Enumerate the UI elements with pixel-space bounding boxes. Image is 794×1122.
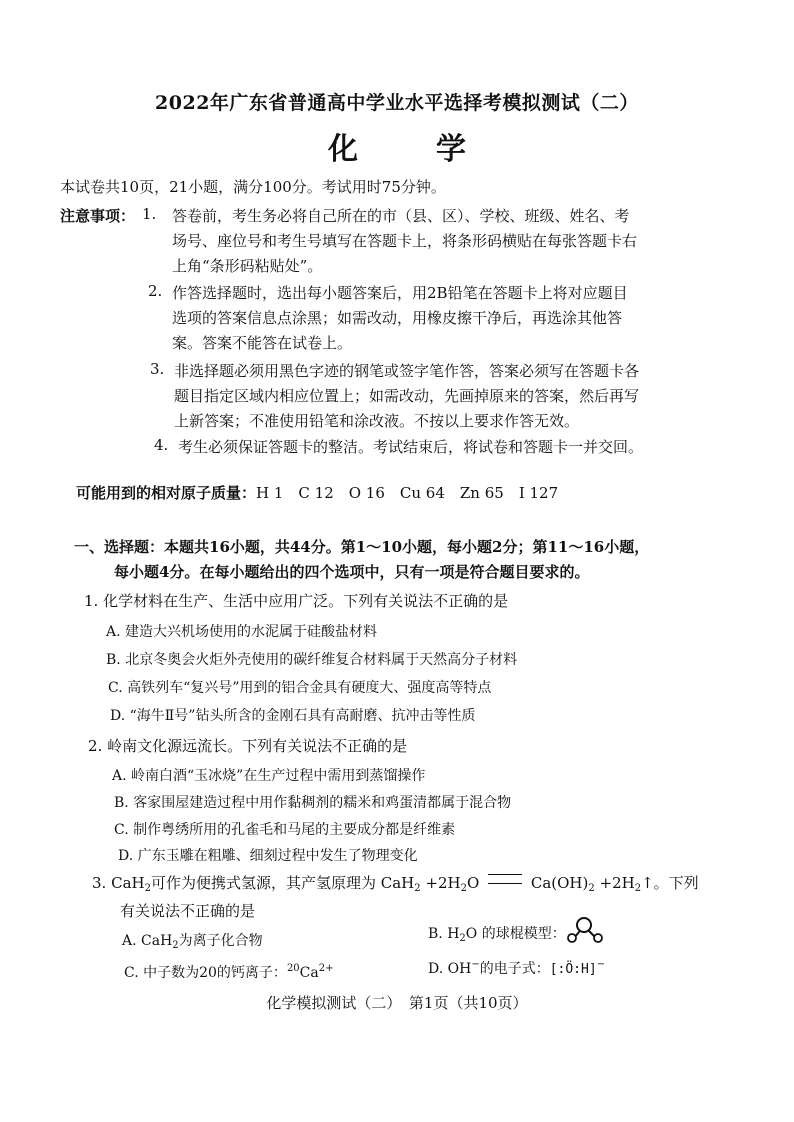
notice-item-line: 考生必须保证答题卡的整洁。考试结束后，将试卷和答题卡一并交回。 — [178, 438, 644, 456]
notice-item-line: 上新答案；不准使用铅笔和涂改液。不按以上要求作答无效。 — [174, 412, 580, 430]
section-header-line: 每小题4分。在每小题给出的四个选项中，只有一项是符合题目要求的。 — [114, 563, 590, 581]
equals-sign — [488, 874, 522, 884]
option-b: B. 客家围屋建造过程中用作黏稠剂的糯米和鸡蛋清都属于混合物 — [114, 795, 512, 811]
question-stem: 3. CaH$_2$可作为便携式氢源，其产氢原理为 $CaH_2 +2H_2O$ $Ca(OH)_2$ $+2H_2↑$。下列 — [92, 874, 699, 894]
option-c: C. 制作粤绣所用的孔雀毛和马尾的主要成分都是纤维素 — [114, 822, 456, 838]
question-stem-line: 有关说法不正确的是 — [120, 902, 256, 920]
option-a: A. CaH$_2$为离子化合物 — [122, 933, 263, 951]
option-b: B. 北京冬奥会火炬外壳使用的碳纤维复合材料属于天然高分子材料 — [106, 652, 518, 668]
option-d: D. “海牛Ⅱ号”钻头所含的金刚石具有高耐磨、抗冲击等性质 — [110, 708, 476, 724]
exam-intro: 本试卷共10页，21小题，满分100分。考试用时75分钟。 — [60, 178, 446, 196]
notice-item-line: 题目指定区域内相应位置上；如需改动，先画掉原来的答案，然后再写 — [174, 387, 640, 405]
exam-title: 2022年广东省普通高中学业水平选择考模拟测试（二） — [155, 92, 639, 114]
notice-item-line: 作答选择题时，选出每小题答案后，用2B铅笔在答题卡上将对应题目 — [172, 284, 628, 302]
notice-item-line: 答卷前，考生务必将自己所在的市（县、区）、学校、班级、姓名、考 — [172, 207, 630, 225]
option-a: A. 建造大兴机场使用的水泥属于硅酸盐材料 — [106, 624, 378, 640]
option-c: C. 高铁列车“复兴号”用到的铝合金具有硬度大、强度高等特点 — [108, 680, 492, 696]
option-d: D. 广东玉雕在粗雕、细刻过程中发生了物理变化 — [118, 848, 418, 864]
question-stem: 1. 化学材料在生产、生活中应用广泛。下列有关说法不正确的是 — [84, 592, 509, 610]
atomic-mass-values: H 1 C 12 O 16 Cu 64 Zn 65 I 127 — [256, 484, 559, 502]
notice-item-line: 选项的答案信息点涂黑；如需改动，用橡皮擦干净后，再选涂其他答 — [172, 309, 623, 327]
option-a: A. 岭南白酒“玉冰烧”在生产过程中需用到蒸馏操作 — [112, 768, 426, 784]
electron-formula: [:Ö:H] — [549, 962, 597, 977]
notice-label: 注意事项： — [60, 207, 136, 225]
subject-title: 化 学 — [328, 132, 490, 167]
option-b: B. $H_2O$ 的球棍模型： — [428, 926, 566, 944]
option-c: C. 中子数为20的钙离子：$^{20}Ca^{2+}$ — [124, 963, 334, 981]
notice-item-number: 4. — [154, 436, 169, 454]
notice-item-line: 非选择题必须用黑色字迹的钢笔或签字笔作答，答案必须写在答题卡各 — [174, 362, 640, 380]
water-ball-stick-model-icon — [562, 914, 606, 944]
notice-item-line: 上角“条形码粘贴处”。 — [172, 257, 323, 275]
atomic-mass-label: 可能用到的相对原子质量： — [76, 484, 257, 502]
section-header-line: 一、选择题：本题共16小题，共44分。第1～10小题，每小题2分；第11～16小题， — [74, 538, 650, 556]
question-stem: 2. 岭南文化源远流长。下列有关说法不正确的是 — [88, 737, 408, 755]
notice-item-number: 3. — [150, 360, 165, 378]
notice-item-number: 1. — [142, 205, 157, 223]
option-d: D. OH−的电子式：[:Ö:H]− — [428, 959, 606, 977]
page-footer: 化学模拟测试（二） 第1页（共10页） — [266, 994, 528, 1012]
notice-item-number: 2. — [148, 282, 163, 300]
notice-item-line: 案。答案不能答在试卷上。 — [172, 334, 353, 352]
notice-item-line: 场号、座位号和考生号填写在答题卡上，将条形码横贴在每张答题卡右 — [172, 232, 638, 250]
